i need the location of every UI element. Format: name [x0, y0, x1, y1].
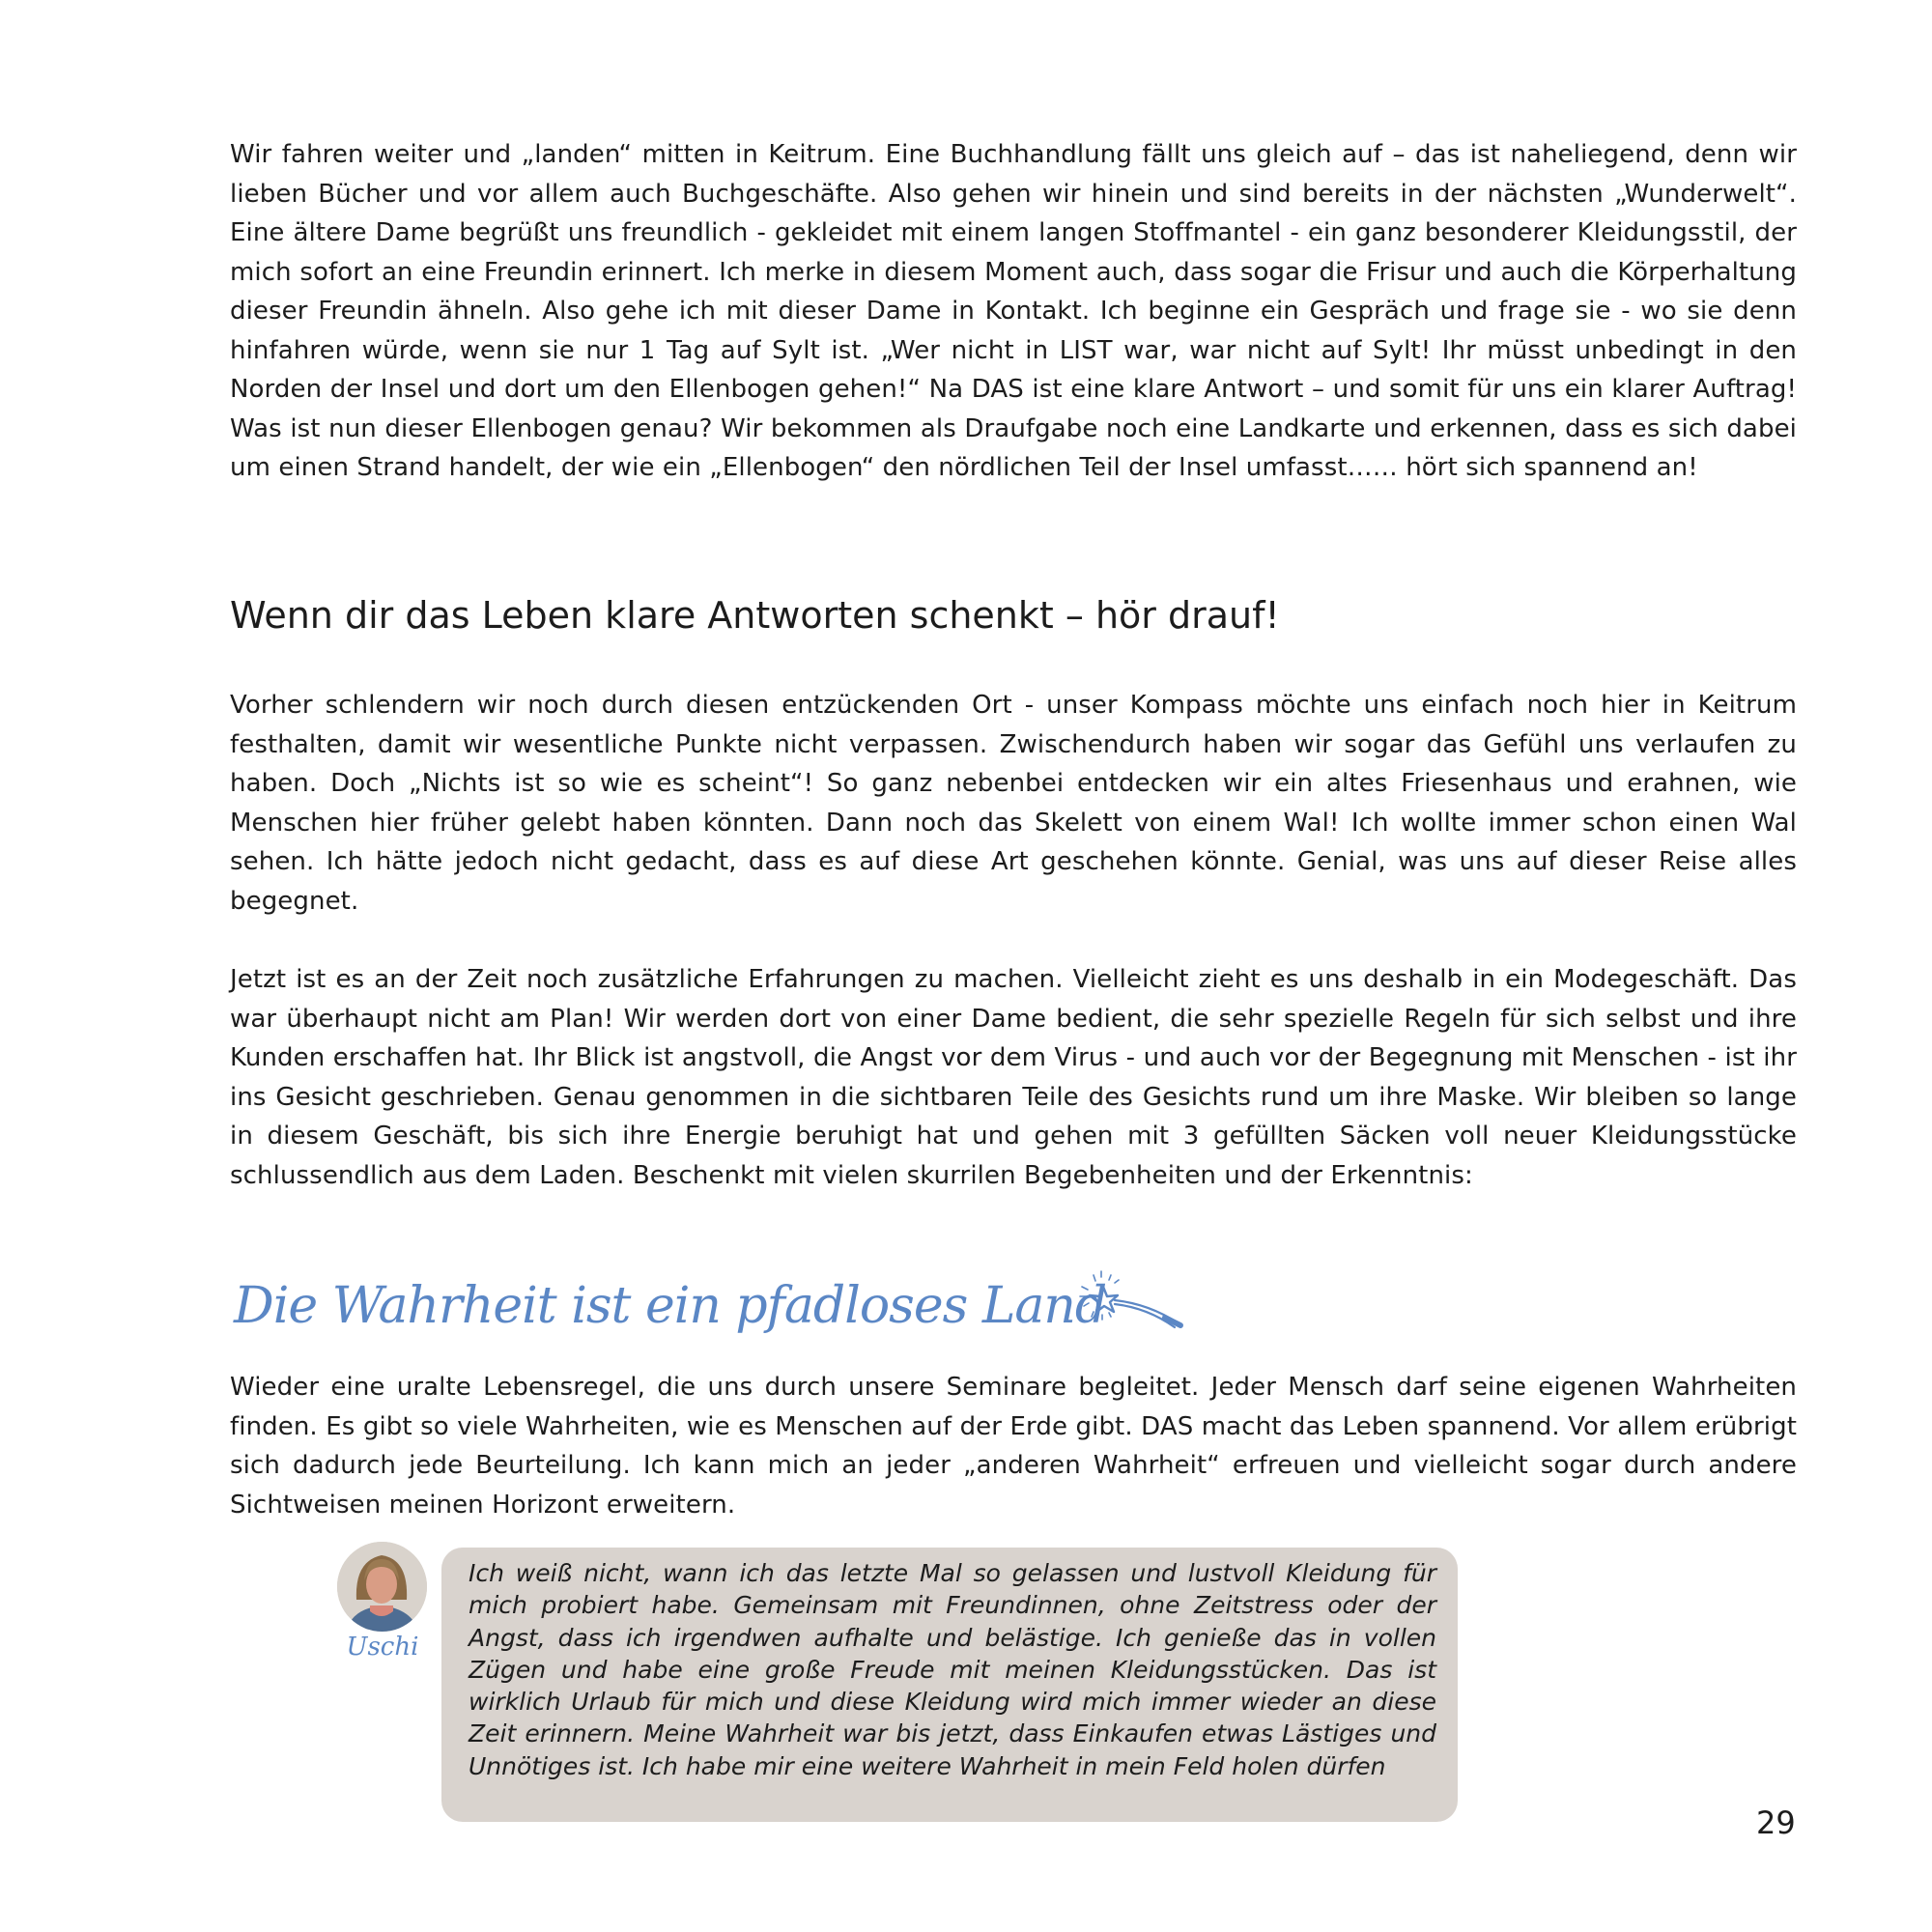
paragraph-keitrum-walk: Vorher schlendern wir noch durch diesen entzückenden Ort - unser Kompass möchte uns einfach noch hier in Keitrum festhalten, damit wir wesentliche Punkte nicht verpassen. Zwischendurch haben wir sogar das Gefühl uns verlaufen zu haben. Doch „Nichts ist so wie es scheint“! So ganz nebenbei entdecken wir ein altes Friesenhaus und erahnen, wie Menschen hier früher gelebt haben könnten. Dann noch das Skelett von einem Wal! Ich wollte immer schon einen Wal sehen. Ich hätte jedoch nicht gedacht, dass es auf diese Art geschehen könnte. Genial, was uns auf dieser Reise alles begegnet. [230, 691, 1797, 916]
paragraph-bookstore: Wir fahren weiter und „landen“ mitten in Keitrum. Eine Buchhandlung fällt uns gleich auf – das ist naheliegend, denn wir lieben Bücher und vor allem auch Buchgeschäfte. Also gehen wir hinein und sind bereits in der nächsten „Wunderwelt“. Eine ältere Dame begrüßt uns freundlich - gekleidet mit einem langen Stoffmantel - ein ganz besonderer Kleidungsstil, der mich sofort an eine Freundin erinnert. Ich merke in diesem Moment auch, dass sogar die Frisur und auch die Körperhaltung dieser Freundin ähneln. Also gehe ich mit dieser Dame in Kontakt. Ich beginne ein Gespräch und frage sie - wo sie denn hinfahren würde, wenn sie nur 1 Tag auf Sylt ist. „Wer nicht in LIST war, war nicht auf Sylt! Ihr müsst unbedingt in den Norden der Insel und dort um den Ellenbogen gehen!“ Na DAS ist eine klare Antwort – und somit für uns ein klarer Auftrag! Was ist nun dieser Ellenbogen genau? Wir bekommen als Draufgabe noch eine Landkarte und erkennen, dass es sich dabei um einen Strand handelt, der wie ein „Ellenbogen“ den nördlichen Teil der Insel umfasst…… hört sich spannend an! [230, 140, 1797, 482]
paragraph-fashion-shop: Jetzt ist es an der Zeit noch zusätzliche Erfahrungen zu machen. Vielleicht zieht es uns deshalb in ein Modegeschäft. Das war überhaupt nicht am Plan! Wir werden dort von einer Dame bedient, die sehr spezielle Regeln für sich selbst und ihre Kunden erschaffen hat. Ihr Blick ist angstvoll, die Angst vor dem Virus - und auch vor der Begegnung mit Menschen - ist ihr ins Gesicht geschrieben. Genau genommen in die sichtbaren Teile des Gesichts rund um ihre Maske. Wir bleiben so lange in diesem Geschäft, bis sich ihre Energie beruhigt hat und gehen mit 3 gefüllten Säcken voll neuer Kleidungsstücke schlussendlich aus dem Laden. Beschenkt mit vielen skurrilen Begebenheiten und der Erkenntnis: [230, 965, 1797, 1190]
quote-text: Ich weiß nicht, wann ich das letzte Mal so gelassen und lustvoll Kleidung für mich probiert habe. Gemeinsam mit Freundinnen, ohne Zeitstress oder der Angst, dass ich irgendwen aufhalte und belästige. Ich genieße das in vollen Zügen und habe eine große Freude mit meinen Kleidungsstücken. Das ist wirklich Urlaub für mich und diese Kleidung wird mich immer wieder an diese Zeit erinnern. Meine Wahrheit war bis jetzt, dass Einkaufen etwas Lästiges und Unnötiges ist. Ich habe mir eine weitere Wahrheit in mein Feld holen dürfen [469, 1559, 1436, 1780]
paragraph-truth: Wieder eine uralte Lebensregel, die uns durch unsere Seminare begleitet. Jeder Mensch darf seine eigenen Wahrheiten finden. Es gibt so viele Wahrheiten, wie es Menschen auf der Erde gibt. DAS macht das Leben spannend. Vor allem erübrigt sich dadurch jede Beurteilung. Ich kann mich an jeder „anderen Wahrheit“ erfreuen und vielleicht sogar durch andere Sichtweisen meinen Horizont erweitern. [230, 1373, 1797, 1520]
page-number: 29 [1756, 1804, 1796, 1841]
quote-author-name: Uschi [346, 1633, 419, 1662]
avatar [337, 1542, 427, 1632]
portrait-photo-icon [337, 1542, 427, 1632]
magic-wand-icon [1072, 1264, 1198, 1341]
quote-box [441, 1548, 1458, 1822]
section-heading: Wenn dir das Leben klare Antworten schenkt – hör drauf! [230, 594, 1280, 637]
script-heading: Die Wahrheit ist ein pfadloses Land [234, 1277, 1107, 1335]
